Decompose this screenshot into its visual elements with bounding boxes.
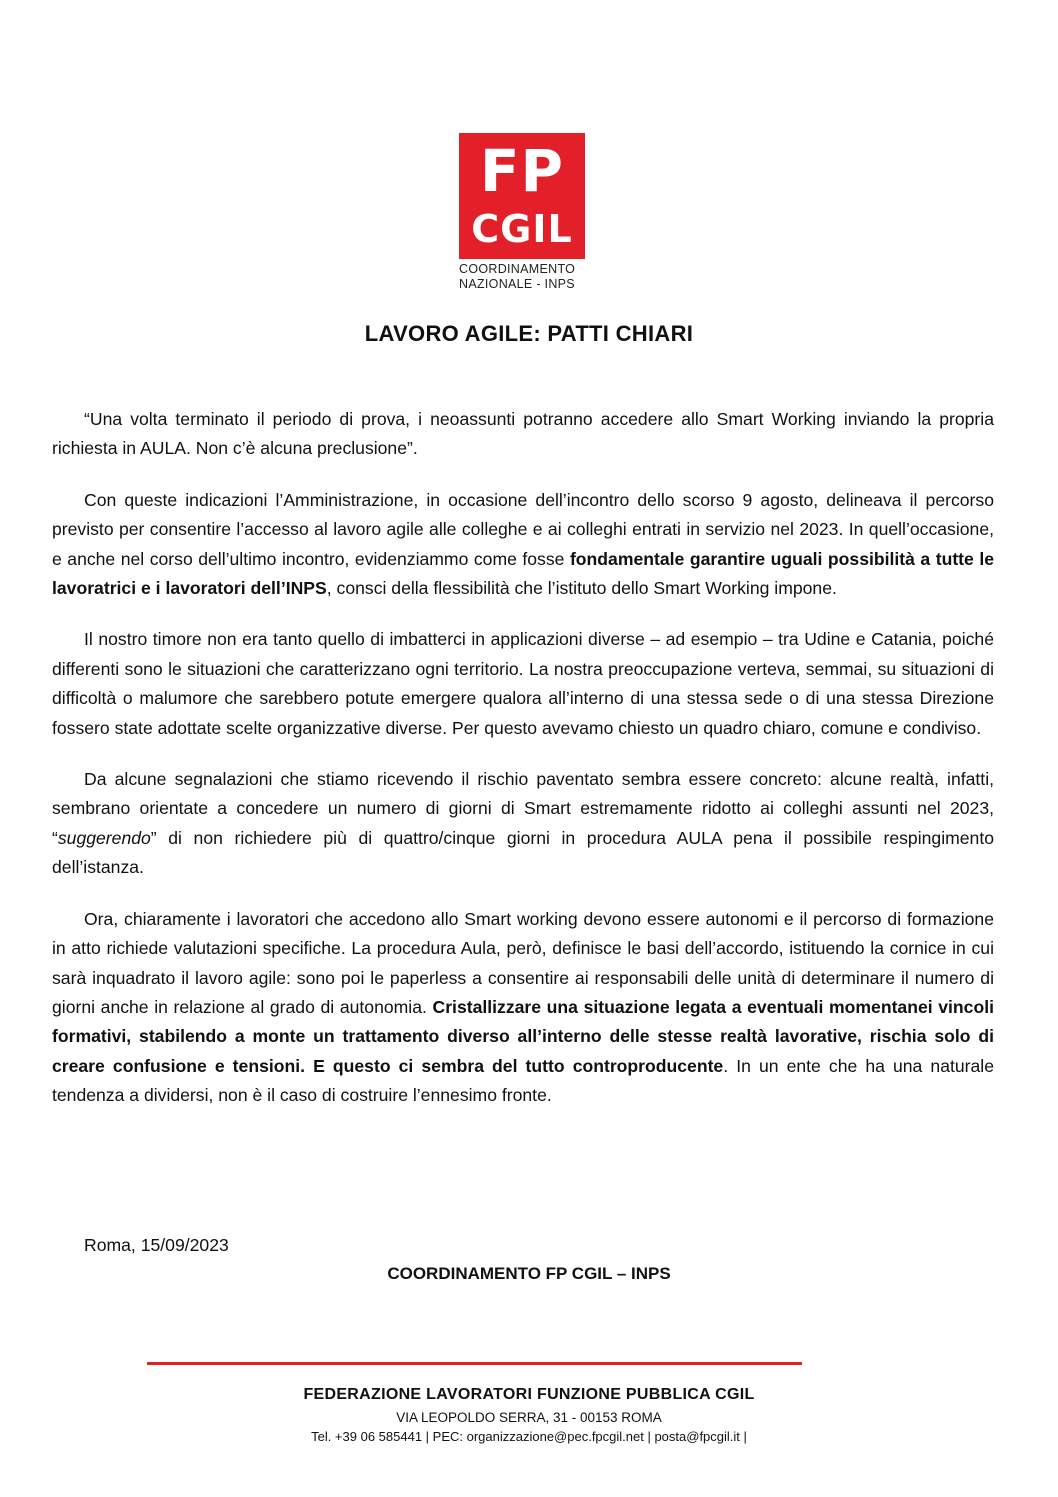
- paragraph-1: “Una volta terminato il periodo di prova, i neoassunti potranno accedere allo Smart Working inviando la propria richiesta in AULA. Non c’è alcuna preclusione”.: [52, 409, 994, 459]
- paragraph-2-text-c: , consci della flessibilità che l’istituto dello Smart Working impone.: [326, 578, 837, 599]
- paragraph-5-bold: Cristallizzare una situazione legata a eventuali momentanei vincoli formativi, stabilendo a monte un trattamento diverso all’interno delle stesse realtà lavorative, rischia solo di creare confusione e tensioni. E questo ci sembra del tutto controproducente: [52, 996, 994, 1076]
- paragraph-2-bold: fondamentale garantire uguali possibilità a tutte le lavoratrici e i lavoratori dell’INPS: [52, 548, 994, 599]
- footer-address: VIA LEOPOLDO SERRA, 31 - 00153 ROMA: [396, 1410, 662, 1425]
- paragraph-2: [52, 486, 994, 604]
- paragraph-3: Il nostro timore non era tanto quello di imbatterci in applicazioni diverse – ad esempio – tra Udine e Catania, poiché differenti sono le situazioni che caratterizzano ogni territorio. La nostra preoccupazione verteva, semmai, su situazioni di difficoltà o malumore che sarebbero potute emergere qualora all’interno di una stessa sede o di una stessa Direzione fossero state adottate scelte organizzative diverse. Per questo avevamo chiesto un quadro chiaro, comune e condiviso.: [52, 629, 994, 738]
- footer-divider: [147, 1362, 802, 1365]
- date-place: Roma, 15/09/2023: [84, 1235, 229, 1255]
- document-body: [52, 405, 994, 1133]
- paragraph-2-text-a: Con queste indicazioni l’Amministrazione, in occasione dell’incontro dello scorso 9 agosto, delineava il percorso previsto per consentire l’accesso al lavoro agile alle colleghe e ai colleghi entrati in servizio nel 2023. In quell’occasione, e anche nel corso dell’ultimo incontro, evidenziammo come fosse: [52, 489, 994, 569]
- paragraph-5-text-c: . In un ente che ha una naturale tendenza a dividersi, non è il caso di costruire l’ennesimo fronte.: [52, 1055, 995, 1106]
- logo-cgil-text: CGIL: [471, 207, 573, 251]
- footer-contacts: Tel. +39 06 585441 | PEC: organizzazione@pec.fpcgil.net | posta@fpcgil.it |: [311, 1429, 747, 1444]
- fp-cgil-logo: [459, 133, 585, 259]
- logo-subtitle: [459, 262, 599, 292]
- document-title: LAVORO AGILE: PATTI CHIARI: [364, 321, 694, 346]
- logo-subtitle-line1: COORDINAMENTO: [459, 262, 576, 276]
- paragraph-5: [52, 905, 994, 1111]
- logo-fp-text: FP: [479, 137, 565, 205]
- footer: [0, 1386, 1058, 1444]
- paragraph-4-text-c: ” di non richiedere più di quattro/cinque giorni in procedura AULA pena il possibile respingimento dell’istanza.: [52, 827, 994, 878]
- logo-subtitle-line2: NAZIONALE - INPS: [459, 277, 575, 291]
- paragraph-4-text-a: Da alcune segnalazioni che stiamo ricevendo il rischio paventato sembra essere concreto: alcune realtà, infatti, sembrano orientate a concedere un numero di giorni di Smart estremamente ridotto ai colleghi assunti nel 2023, “: [52, 769, 994, 848]
- signature: COORDINAMENTO FP CGIL – INPS: [387, 1264, 671, 1283]
- footer-org: FEDERAZIONE LAVORATORI FUNZIONE PUBBLICA CGIL: [303, 1386, 755, 1403]
- paragraph-4: [52, 765, 994, 883]
- paragraph-5-text-a: Ora, chiaramente i lavoratori che accedono allo Smart working devono essere autonomi e il percorso di formazione in atto richiede valutazioni specifiche. La procedura Aula, però, definisce le basi dell’accordo, istituendo la cornice in cui sarà inquadrato il lavoro agile: sono poi le paperless a consentire ai responsabili delle unità di determinare il numero di giorni anche in relazione al grado di autonomia.: [52, 908, 994, 1017]
- paragraph-4-italic: suggerendo: [57, 827, 151, 848]
